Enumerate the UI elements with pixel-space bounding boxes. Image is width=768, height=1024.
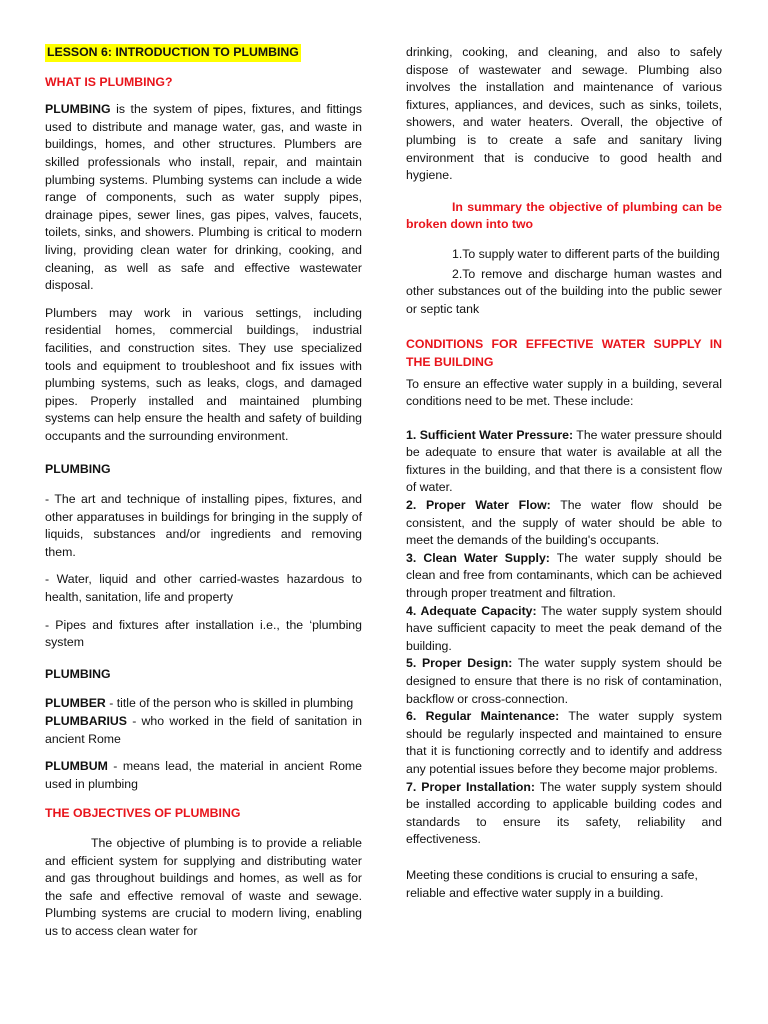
plumbum-term: PLUMBUM [45, 759, 108, 774]
condition-item [406, 603, 722, 656]
condition-item [406, 655, 722, 708]
plumber-text: - title of the person who is skilled in plumbing [105, 696, 354, 711]
condition-term: 4. Adequate Capacity: [406, 603, 537, 618]
objectives-continued-paragraph: drinking, cooking, and cleaning, and also to safely dispose of wastewater and sewage. Plumbing also involves the installation and maintenance of various fixtures, appliances, and devices, such as sinks, toilets, showers, and water heaters. Overall, the objective of plumbing is to create a safe and sanitary living environment that is conducive to good health and hygiene. [406, 45, 722, 183]
condition-text: The water flow should be consistent, and the supply of water should be able to meet the demands of the building's occupants. [406, 498, 722, 548]
what-is-plumbing-heading: WHAT IS PLUMBING? [45, 74, 173, 89]
condition-item [406, 427, 722, 497]
plumbing-term: PLUMBING [45, 102, 111, 117]
conditions-list [406, 427, 722, 849]
condition-item [406, 550, 722, 603]
condition-text: The water supply should be clean and free from contaminants, which can be achieved through proper treatment and filtration. [406, 550, 722, 601]
plumbing-definition-paragraph [45, 101, 362, 295]
objective-1: 1.To supply water to different parts of the building [452, 246, 720, 261]
condition-text: The water pressure should be adequate to ensure that water is available at all the fixtures in the building, and that there is a consistent flow of water. [406, 427, 722, 495]
condition-term: 3. Clean Water Supply: [406, 550, 550, 565]
objectives-heading: THE OBJECTIVES OF PLUMBING [45, 806, 241, 821]
condition-text: The water supply system should have sufficient capacity to meet the peak demand of the building. [406, 603, 722, 653]
condition-item [406, 497, 722, 550]
plumbing-def-3: - Pipes and fixtures after installation i.e., the ‘plumbing system [45, 617, 362, 650]
left-column [45, 44, 362, 951]
condition-text: The water supply system should be installed according to applicable building codes and standards to ensure its safety, reliability and effectiveness. [406, 779, 722, 847]
plumbing-label-1: PLUMBING [45, 462, 111, 477]
objective-2: 2.To remove and discharge human wastes and other substances out of the building into the public sewer or septic tank [406, 266, 722, 316]
condition-text: The water supply system should be regularly inspected and maintained to ensure that it is functioning correctly and to identify and address any potential issues before they become major problems. [406, 709, 722, 776]
lesson-title: LESSON 6: INTRODUCTION TO PLUMBING [45, 44, 301, 62]
plumbing-def-2: - Water, liquid and other carried-wastes hazardous to health, sanitation, life and property [45, 572, 362, 605]
conditions-intro: To ensure an effective water supply in a building, several conditions need to be met. These include: [406, 376, 722, 409]
conditions-heading: CONDITIONS FOR EFFECTIVE WATER SUPPLY IN THE BUILDING [406, 337, 722, 369]
condition-text: The water supply system should be designed to ensure that there is no risk of contamination, backflow or cross-connection. [406, 656, 722, 706]
plumbing-def-1: - The art and technique of installing pipes, fixtures, and other apparatuses in buildings for bringing in the supply of liquids, substances and/or ingredients and removing them. [45, 492, 362, 559]
condition-term: 1. Sufficient Water Pressure: [406, 427, 574, 442]
condition-term: 5. Proper Design: [406, 656, 513, 671]
plumbarius-text: - who worked in the field of sanitation in ancient Rome [45, 714, 362, 746]
plumbing-definition-text: is the system of pipes, fixtures, and fittings used to distribute and manage water, gas, and waste in buildings, homes, and other structures. Plumbers are skilled professionals who install, repair, and maintain plumbing systems. Plumbing systems can include a wide range of components, such as water supply pipes, drainage pipes, sewer lines, gas pipes, valves, faucets, toilets, sinks, and showers. Plumbing is critical to modern living, providing clean water for drinking, cooking, and cleaning, as well as safe and effective wastewater disposal. [45, 102, 362, 293]
condition-item [406, 779, 722, 849]
condition-term: 6. Regular Maintenance: [406, 709, 560, 724]
plumber-definition [45, 695, 362, 713]
plumbum-definition [45, 758, 362, 793]
condition-term: 2. Proper Water Flow: [406, 498, 551, 513]
objectives-paragraph: The objective of plumbing is to provide a reliable and efficient system for supplying and distributing water and gas throughout buildings and homes, as well as for the safe and effective removal of waste and sewage. Plumbing systems are crucial to modern living, enabling us to access clean water for [45, 835, 362, 938]
condition-term: 7. Proper Installation: [406, 779, 535, 794]
closing-paragraph: Meeting these conditions is crucial to ensuring a safe, reliable and effective water supply in a building. [406, 867, 698, 900]
plumbarius-term: PLUMBARIUS [45, 714, 127, 728]
condition-item [406, 708, 722, 778]
plumbing-label-2: PLUMBING [45, 666, 111, 681]
plumbum-text: - means lead, the material in ancient Rome used in plumbing [45, 759, 362, 791]
right-column [406, 44, 722, 912]
plumbers-settings-paragraph: Plumbers may work in various settings, including residential homes, commercial buildings, industrial facilities, and construction sites. They use specialized tools and equipment to troubleshoot and fix issues with plumbing systems, such as leaks, clogs, and damaged pipes. Properly installed and maintained plumbing systems can help ensure the health and safety of building occupants and the surrounding environment. [45, 305, 362, 443]
summary-heading: In summary the objective of plumbing can be broken down into two [406, 199, 722, 232]
plumber-term: PLUMBER [45, 696, 106, 711]
plumbarius-definition [45, 713, 362, 748]
